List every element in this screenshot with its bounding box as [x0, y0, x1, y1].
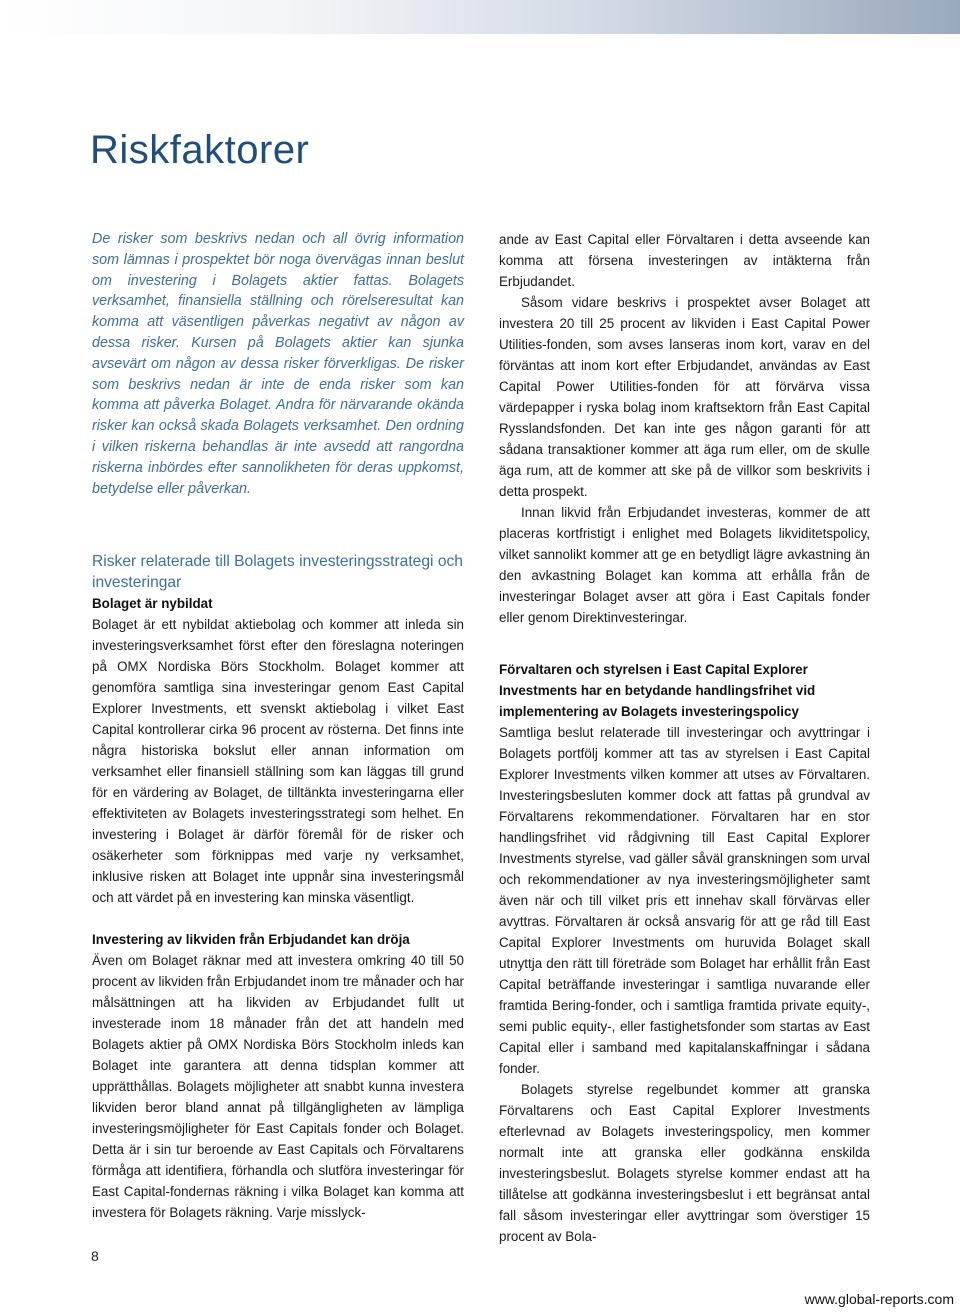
intro-paragraph: De risker som beskrivs nedan och all övrig information som lämnas i prospektet bör noga övervägas innan beslut om investering i Bolagets aktier fattas. Bolagets verksamhet, finansiella ställning och rörelseresultat kan komma att väsentligen påverkas negativt av någon av dessa risker. Kursen på Bolagets aktier kan sjunka avsevärt om någon av dessa risker förverkligas. De risker som beskrivs nedan är inte de enda risker som kan komma att påverka Bolaget. Andra för närvarande okända risker kan också skada Bolagets verksamhet. Den ordning i vilken riskerna behandlas är inte avsedd att rangordna riskerna inbördes efter sannolikheten för deras uppkomst, betydelse eller påverkan. [92, 231, 464, 497]
right-column [499, 229, 870, 1247]
page-number: 8 [91, 1248, 99, 1264]
paragraph-continuation: ande av East Capital eller Förvaltaren i detta avseende kan komma att försena investeringen av intäkterna från Erbjudandet. [499, 232, 870, 289]
paragraph-manager-discretion: Samtliga beslut relaterade till investeringar och avyttringar i Bolagets portfölj kommer att tas av styrelsen i East Capital Explorer Investments vilken kommer att utses av Förvaltaren. Investeringsbesluten kommer dock att fattas på grundval av Förvaltarens rekommendationer. Förvaltaren har en stor handlingsfrihet vid rådgivning till East Capital Explorer Investments styrelse, vad gäller såväl granskningen som urval och rekommendationer av nya investeringsmöjligheter samt även när och till vilket pris ett innehav skall förvärvas eller avyttras. Förvaltaren är också ansvarig för att ge råd till East Capital Explorer Investments om huruvida Bolaget skall utnyttja den rätt till företräde som Bolaget har erhållit från East Capital beträffande investeringar i samtliga nuvarande eller framtida Bering-fonder, och i samtliga framtida private equity-, semi public equity-, eller fastighetsfonder som startas av East Capital eller i samband med kapitalanskaffningar i sådana fonder. [499, 725, 870, 1076]
subheading-investment-delay: Investering av likviden från Erbjudandet kan dröja [92, 932, 410, 948]
left-column [92, 229, 464, 1223]
paragraph-liquidity-policy: Innan likvid från Erbjudandet investeras, kommer de att placeras kortfristigt i enlighet med Bolagets likviditetspolicy, vilket sannolikt kommer att ge en betydligt lägre avkastning än den avkastning Bolaget kan komma att erhålla från de investeringar Bolaget avser att göra i East Capitals fonder eller genom Direktinvesteringar. [499, 505, 870, 625]
header-band [0, 0, 960, 34]
page-title: Riskfaktorer [90, 128, 310, 172]
paragraph-board-review: Bolagets styrelse regelbundet kommer att granska Förvaltarens och East Capital Explorer Investments efterlevnad av Bolagets investeringspolicy, men kommer normalt inte att granska eller godkänna enskilda investeringsbeslut. Bolagets styrelse kommer endast att ha tillåtelse att godkänna investeringsbeslut i ett begränsat antal fall såsom investeringar eller avyttringar som överstiger 15 procent av Bola- [499, 1082, 870, 1244]
footer-url[interactable]: www.global-reports.com [804, 1291, 954, 1307]
paragraph-power-utilities: Såsom vidare beskrivs i prospektet avser Bolaget att investera 20 till 25 procent av likviden i East Capital Power Utilities-fonden, som avses lanseras inom kort, varav en del förväntas att inom kort efter Erbjudandet, användas av East Capital Power Utilities-fonden för att förvärva vissa värdepapper i ryska bolag inom kraftsektorn från East Capital Rysslandsfonden. Det kan inte ges någon garanti för att sådana transaktioner kommer att äga rum eller, om de skulle äga rum, att de kommer att ske på de villkor som beskrivits i detta prospekt. [499, 295, 870, 499]
subheading-manager-discretion: Förvaltaren och styrelsen i East Capital Explorer Investments har en betydande handlingsfrihet vid implementering av Bolagets investeringspolicy [499, 662, 816, 719]
paragraph-new-company: Bolaget är ett nybildat aktiebolag och kommer att inleda sin investeringsverksamhet först efter den föreslagna noteringen på OMX Nordiska Börs Stockholm. Bolaget kommer att genomföra samtliga sina investeringar genom East Capital Explorer Investments, ett svenskt aktiebolag i vilket East Capital kontrollerar cirka 96 procent av rösterna. Det finns inte några historiska bokslut eller annan information om verksamhet eller finansiell ställning som kan läggas till grund för en värdering av Bolaget, de tilltänkta investeringarna eller effektiviteten av Bolagets investeringsstrategi som helhet. En investering i Bolaget är därför föremål för de risker och osäkerheter som förknippas med varje ny verksamhet, inklusive risken att Bolaget inte uppnår sina investeringsmål och att värdet på en investering kan minska väsentligt. [92, 617, 464, 906]
subheading-new-company: Bolaget är nybildat [92, 596, 213, 612]
paragraph-investment-delay: Även om Bolaget räknar med att investera omkring 40 till 50 procent av likviden från Erbjudandet inom tre månader och har målsättningen att ha likviden av Erbjudandet fullt ut investerade inom 18 månader från det att handeln med Bolagets aktier på OMX Nordiska Börs Stockholm inleds kan Bolaget inte garantera att denna tidsplan kommer att upprätthållas. Bolagets möjligheter att snabbt kunna investera likviden beror bland annat på tillgängligheten av lämpliga investeringsmöjligheter för East Capitals fonder och Bolaget. Detta är i sin tur beroende av East Capitals och Förvaltarens förmåga att identifiera, förhandla och slutföra investeringar för East Capital-fondernas räkning i vilka Bolaget kan komma att investera för Bolagets räkning. Varje misslyck- [92, 953, 464, 1221]
section-title: Risker relaterade till Bolagets investeringsstrategi och investeringar [92, 553, 463, 592]
